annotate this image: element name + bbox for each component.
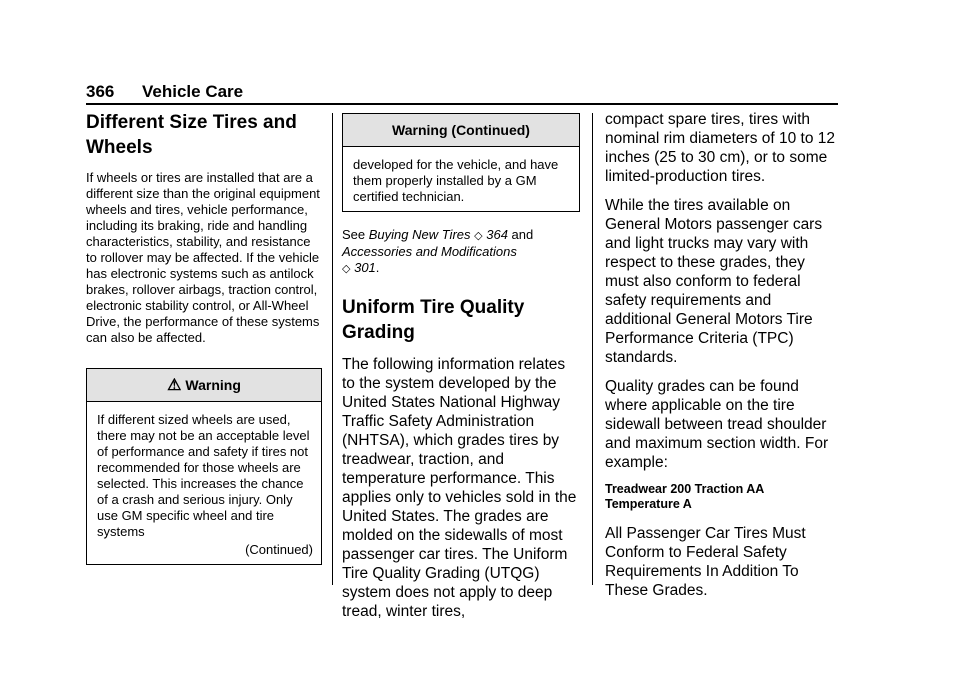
warning-continued-box [342, 113, 580, 212]
page-ref-icon: ◇ [342, 263, 351, 275]
warning-continued-title: Warning (Continued) [392, 122, 530, 138]
see-and: and [507, 227, 534, 242]
see-period: . [375, 260, 380, 275]
page-header [86, 82, 838, 104]
continued-label: (Continued) [245, 542, 313, 557]
column-3 [605, 110, 840, 610]
warning-continued-body: developed for the vehicle, and have them properly installed by a GM certified technician. [353, 157, 559, 204]
ref-buying-new-tires[interactable]: Buying New Tires [368, 227, 471, 242]
heading-different-size-tires: Different Size Tires and Wheels [86, 112, 297, 158]
warning-box [86, 368, 322, 565]
heading-utqg: Uniform Tire Quality Grading [342, 297, 525, 343]
header-rule [86, 103, 838, 105]
ref-page-364[interactable]: 364 [486, 227, 508, 242]
warning-text: If different sized wheels are used, there may not be an acceptable level of performance and safety if tires not recommended for those wheels are selected. This increases the chance of a crash and serious injury. Only use GM specific wheel and tire systems [97, 412, 310, 539]
column-divider [332, 113, 333, 585]
warning-body [87, 402, 321, 564]
warning-triangle-icon: ⚠ [167, 377, 182, 394]
column-2 [342, 113, 580, 631]
paragraph-4: All Passenger Car Tires Must Conform to Federal Safety Requirements In Addition To These Grades. [605, 525, 806, 599]
warning-title: Warning [185, 377, 241, 393]
paragraph-3: Quality grades can be found where applicable on the tire sidewall between tread shoulder and maximum section width. For example: [605, 378, 829, 471]
warning-header [87, 369, 321, 402]
paragraph-1: compact spare tires, tires with nominal rim diameters of 10 to 12 inches (25 to 30 cm), or to some limited-production tires. [605, 111, 836, 185]
see-also-line [342, 227, 580, 277]
paragraph-2: While the tires available on General Motors passenger cars and light trucks may vary with respect to these grades, they must also conform to federal safety requirements and additional General Motors Tire Performance Criteria (TPC) standards. [605, 197, 823, 366]
column-1 [86, 110, 322, 565]
intro-paragraph: If wheels or tires are installed that are a different size than the original equipment wheels and tires, vehicle performance, including its braking, ride and handling characteristics, stability, and resistance to rollover may be affected. If the vehicle has electronic systems such as antilock brakes, rollover airbags, traction control, electronic stability control, or All-Wheel Drive, the performance of these systems can also be affected. [86, 170, 320, 345]
grade-example: Treadwear 200 Traction AA Temperature A [605, 482, 764, 511]
column-divider [592, 113, 593, 585]
warning-continued-header [343, 114, 579, 147]
ref-accessories[interactable]: Accessories and Modifications [342, 244, 517, 259]
section-title: Vehicle Care [142, 82, 244, 101]
see-prefix: See [342, 227, 369, 242]
page-number: 366 [86, 82, 115, 101]
utqg-paragraph: The following information relates to the system developed by the United States National Highway Traffic Safety Administration (NHTSA), which grades tires by treadwear, traction, and temperature performance. This applies only to vehicles sold in the United States. The grades are molded on the sidewalls of most passenger car tires. The Uniform Tire Quality Grading (UTQG) system does not apply to deep tread, winter tires, [342, 356, 577, 620]
page-ref-icon: ◇ [474, 230, 483, 242]
ref-page-301[interactable]: 301 [354, 260, 376, 275]
